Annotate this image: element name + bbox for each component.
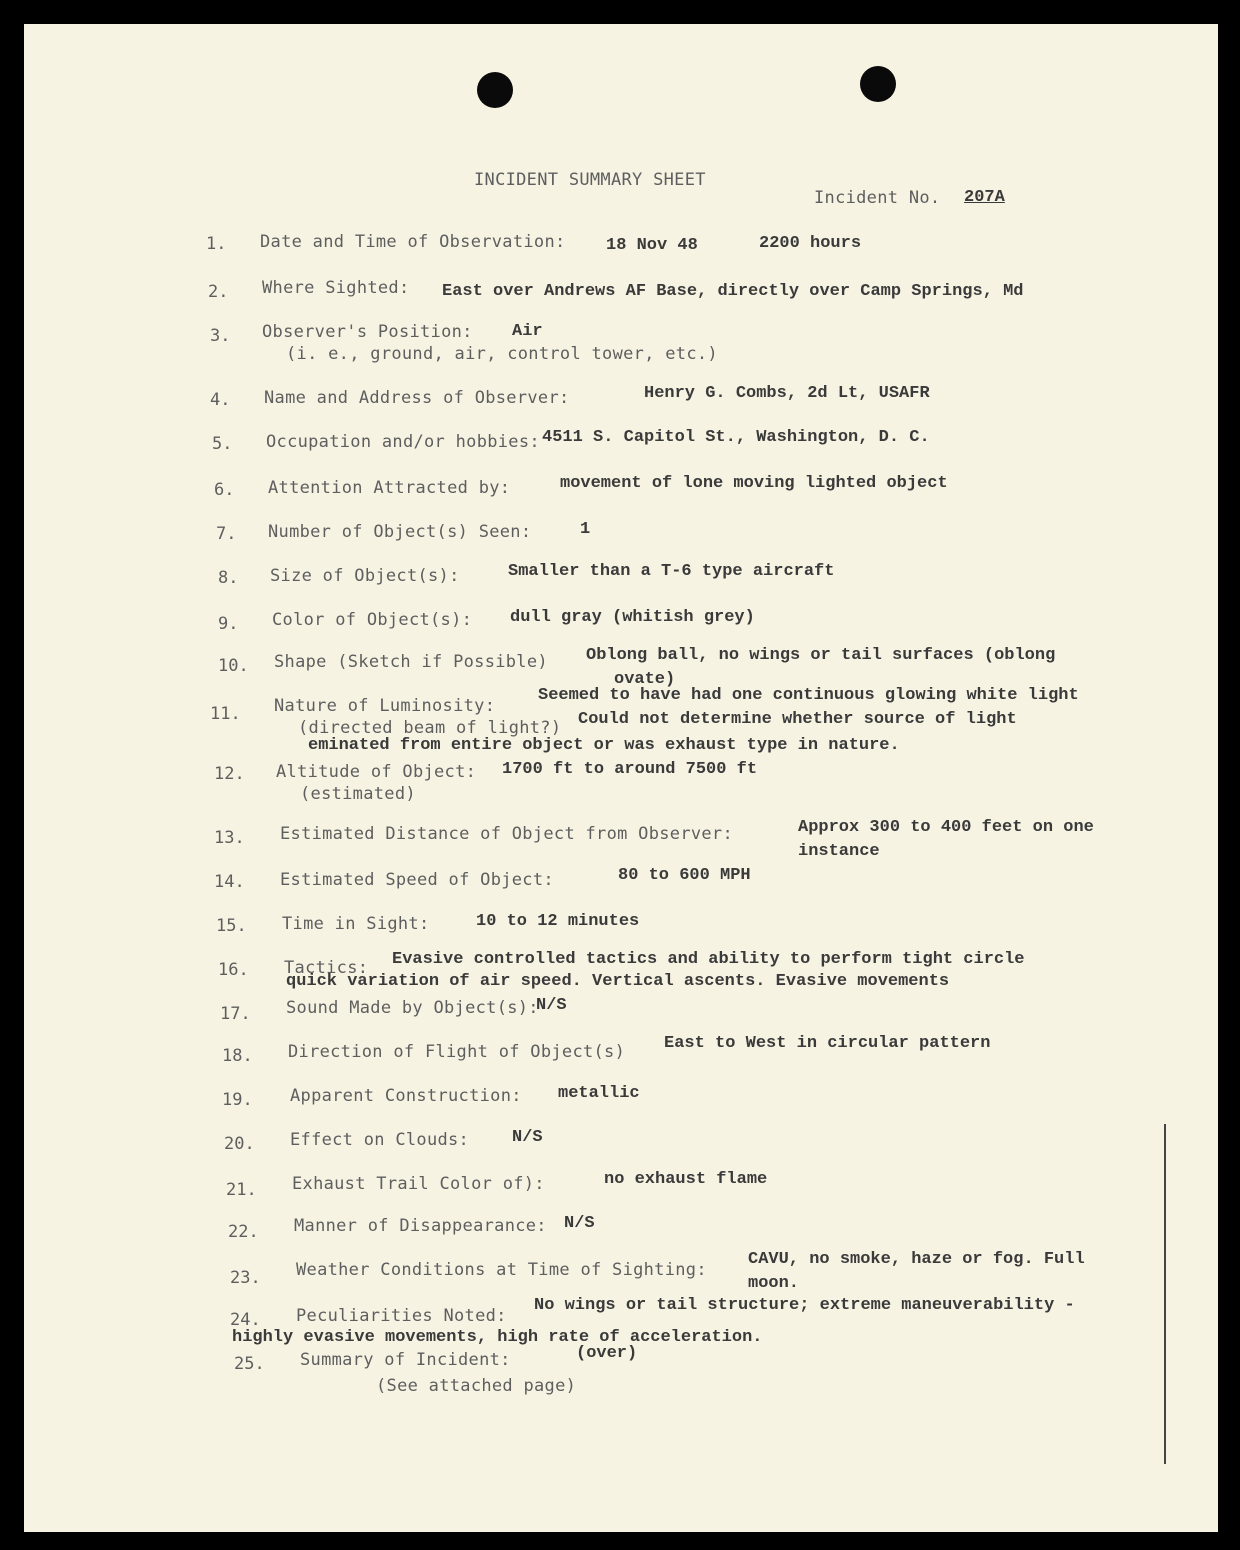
field-value-speed: 80 to 600 MPH bbox=[618, 866, 751, 885]
field-value-construction: metallic bbox=[558, 1084, 640, 1103]
field-value-occupation: 4511 S. Capitol St., Washington, D. C. bbox=[542, 428, 930, 447]
field-sublabel-altitude: (estimated) bbox=[300, 784, 416, 804]
field-label-sound: Sound Made by Object(s): bbox=[286, 998, 539, 1018]
field-value-date: 18 Nov 48 bbox=[606, 236, 698, 255]
field-label-attention: Attention Attracted by: bbox=[268, 478, 511, 498]
item-number: 17. bbox=[220, 1004, 251, 1024]
field-label-size: Size of Object(s): bbox=[270, 566, 460, 586]
field-value-summary: (over) bbox=[576, 1344, 638, 1363]
field-value-distance: Approx 300 to 400 feet on one bbox=[798, 818, 1094, 837]
field-value-time: 2200 hours bbox=[759, 234, 862, 253]
field-label-observer-name: Name and Address of Observer: bbox=[264, 388, 570, 408]
item-number: 22. bbox=[228, 1222, 259, 1242]
item-number: 5. bbox=[212, 434, 233, 454]
item-number: 6. bbox=[214, 480, 235, 500]
item-number: 11. bbox=[210, 704, 241, 724]
field-value-sound: N/S bbox=[536, 996, 567, 1015]
item-number: 19. bbox=[222, 1090, 253, 1110]
item-number: 7. bbox=[216, 524, 237, 544]
field-label-peculiarities: Peculiarities Noted: bbox=[296, 1306, 507, 1326]
field-label-altitude: Altitude of Object: bbox=[276, 762, 477, 782]
incident-number-label: Incident No. bbox=[814, 188, 941, 208]
field-value-observer-position: Air bbox=[512, 322, 543, 341]
item-number: 23. bbox=[230, 1268, 261, 1288]
field-value-distance-cont: instance bbox=[798, 842, 880, 861]
field-value-shape: Oblong ball, no wings or tail surfaces (oblong bbox=[586, 646, 1056, 665]
item-number: 20. bbox=[224, 1134, 255, 1154]
field-value-tactics-cont: quick variation of air speed. Vertical ascents. Evasive movements bbox=[286, 972, 950, 991]
item-number: 3. bbox=[210, 326, 231, 346]
field-value-time-in-sight: 10 to 12 minutes bbox=[476, 912, 640, 931]
field-value-luminosity-cont: Could not determine whether source of light bbox=[578, 710, 1017, 729]
item-number: 24. bbox=[230, 1310, 261, 1330]
field-label-clouds: Effect on Clouds: bbox=[290, 1130, 470, 1150]
item-number: 18. bbox=[222, 1046, 253, 1066]
item-number: 12. bbox=[214, 764, 245, 784]
item-number: 1. bbox=[206, 234, 227, 254]
field-label-color: Color of Object(s): bbox=[272, 610, 473, 630]
field-value-exhaust: no exhaust flame bbox=[604, 1170, 768, 1189]
field-value-peculiarities: No wings or tail structure; extreme maneuverability - bbox=[534, 1296, 1075, 1315]
field-label-date-time: Date and Time of Observation: bbox=[260, 232, 566, 252]
field-label-shape: Shape (Sketch if Possible) bbox=[274, 652, 548, 672]
field-sublabel-luminosity: (directed beam of light?) bbox=[298, 718, 562, 738]
field-value-shape-cont: ovate) bbox=[614, 670, 676, 689]
punch-hole-right bbox=[860, 66, 896, 102]
item-number: 9. bbox=[218, 614, 239, 634]
item-number: 4. bbox=[210, 390, 231, 410]
field-label-where-sighted: Where Sighted: bbox=[262, 278, 410, 298]
field-label-tactics: Tactics: bbox=[284, 958, 369, 978]
field-label-distance: Estimated Distance of Object from Observer: bbox=[280, 824, 733, 844]
field-label-occupation: Occupation and/or hobbies: bbox=[266, 432, 540, 452]
item-number: 14. bbox=[214, 872, 245, 892]
field-value-size: Smaller than a T-6 type aircraft bbox=[508, 562, 835, 581]
page-title: INCIDENT SUMMARY SHEET bbox=[474, 170, 706, 190]
field-value-direction: East to West in circular pattern bbox=[664, 1034, 991, 1053]
item-number: 10. bbox=[218, 656, 249, 676]
field-value-peculiarities-cont: highly evasive movements, high rate of acceleration. bbox=[232, 1328, 763, 1347]
punch-hole-left bbox=[477, 72, 513, 108]
field-value-weather: CAVU, no smoke, haze or fog. Full bbox=[748, 1250, 1085, 1269]
field-value-number-objects: 1 bbox=[580, 520, 591, 539]
item-number: 21. bbox=[226, 1180, 257, 1200]
item-number: 15. bbox=[216, 916, 247, 936]
field-sublabel-observer-position: (i. e., ground, air, control tower, etc.) bbox=[286, 344, 718, 364]
field-value-color: dull gray (whitish grey) bbox=[510, 608, 755, 627]
field-label-speed: Estimated Speed of Object: bbox=[280, 870, 554, 890]
item-number: 8. bbox=[218, 568, 239, 588]
document-page bbox=[24, 24, 1218, 1532]
field-label-observer-position: Observer's Position: bbox=[262, 322, 473, 342]
field-value-clouds: N/S bbox=[512, 1128, 543, 1147]
field-label-time-in-sight: Time in Sight: bbox=[282, 914, 430, 934]
field-value-observer-name: Henry G. Combs, 2d Lt, USAFR bbox=[644, 384, 930, 403]
field-value-attention: movement of lone moving lighted object bbox=[560, 474, 948, 493]
item-number: 25. bbox=[234, 1354, 265, 1374]
field-value-disappearance: N/S bbox=[564, 1214, 595, 1233]
incident-number: 207A bbox=[964, 188, 1005, 207]
item-number: 2. bbox=[208, 282, 229, 302]
field-label-exhaust: Exhaust Trail Color of): bbox=[292, 1174, 545, 1194]
item-number: 13. bbox=[214, 828, 245, 848]
field-value-where-sighted: East over Andrews AF Base, directly over Camp Springs, Md bbox=[442, 282, 1024, 301]
field-label-direction: Direction of Flight of Object(s) bbox=[288, 1042, 626, 1062]
field-value-altitude: 1700 ft to around 7500 ft bbox=[502, 760, 758, 779]
field-label-number-objects: Number of Object(s) Seen: bbox=[268, 522, 532, 542]
field-value-luminosity: Seemed to have had one continuous glowing white light bbox=[538, 686, 1079, 705]
field-label-luminosity: Nature of Luminosity: bbox=[274, 696, 496, 716]
field-label-summary: Summary of Incident: bbox=[300, 1350, 511, 1370]
item-number: 16. bbox=[218, 960, 249, 980]
field-label-construction: Apparent Construction: bbox=[290, 1086, 522, 1106]
field-value-luminosity-cont2: eminated from entire object or was exhaust type in nature. bbox=[308, 736, 900, 755]
margin-rule bbox=[1164, 1124, 1166, 1464]
field-label-weather: Weather Conditions at Time of Sighting: bbox=[296, 1260, 707, 1280]
field-value-tactics: Evasive controlled tactics and ability to perform tight circle bbox=[392, 950, 1025, 969]
field-value-weather-cont: moon. bbox=[748, 1274, 800, 1293]
field-label-disappearance: Manner of Disappearance: bbox=[294, 1216, 547, 1236]
field-sublabel-summary: (See attached page) bbox=[376, 1376, 577, 1396]
